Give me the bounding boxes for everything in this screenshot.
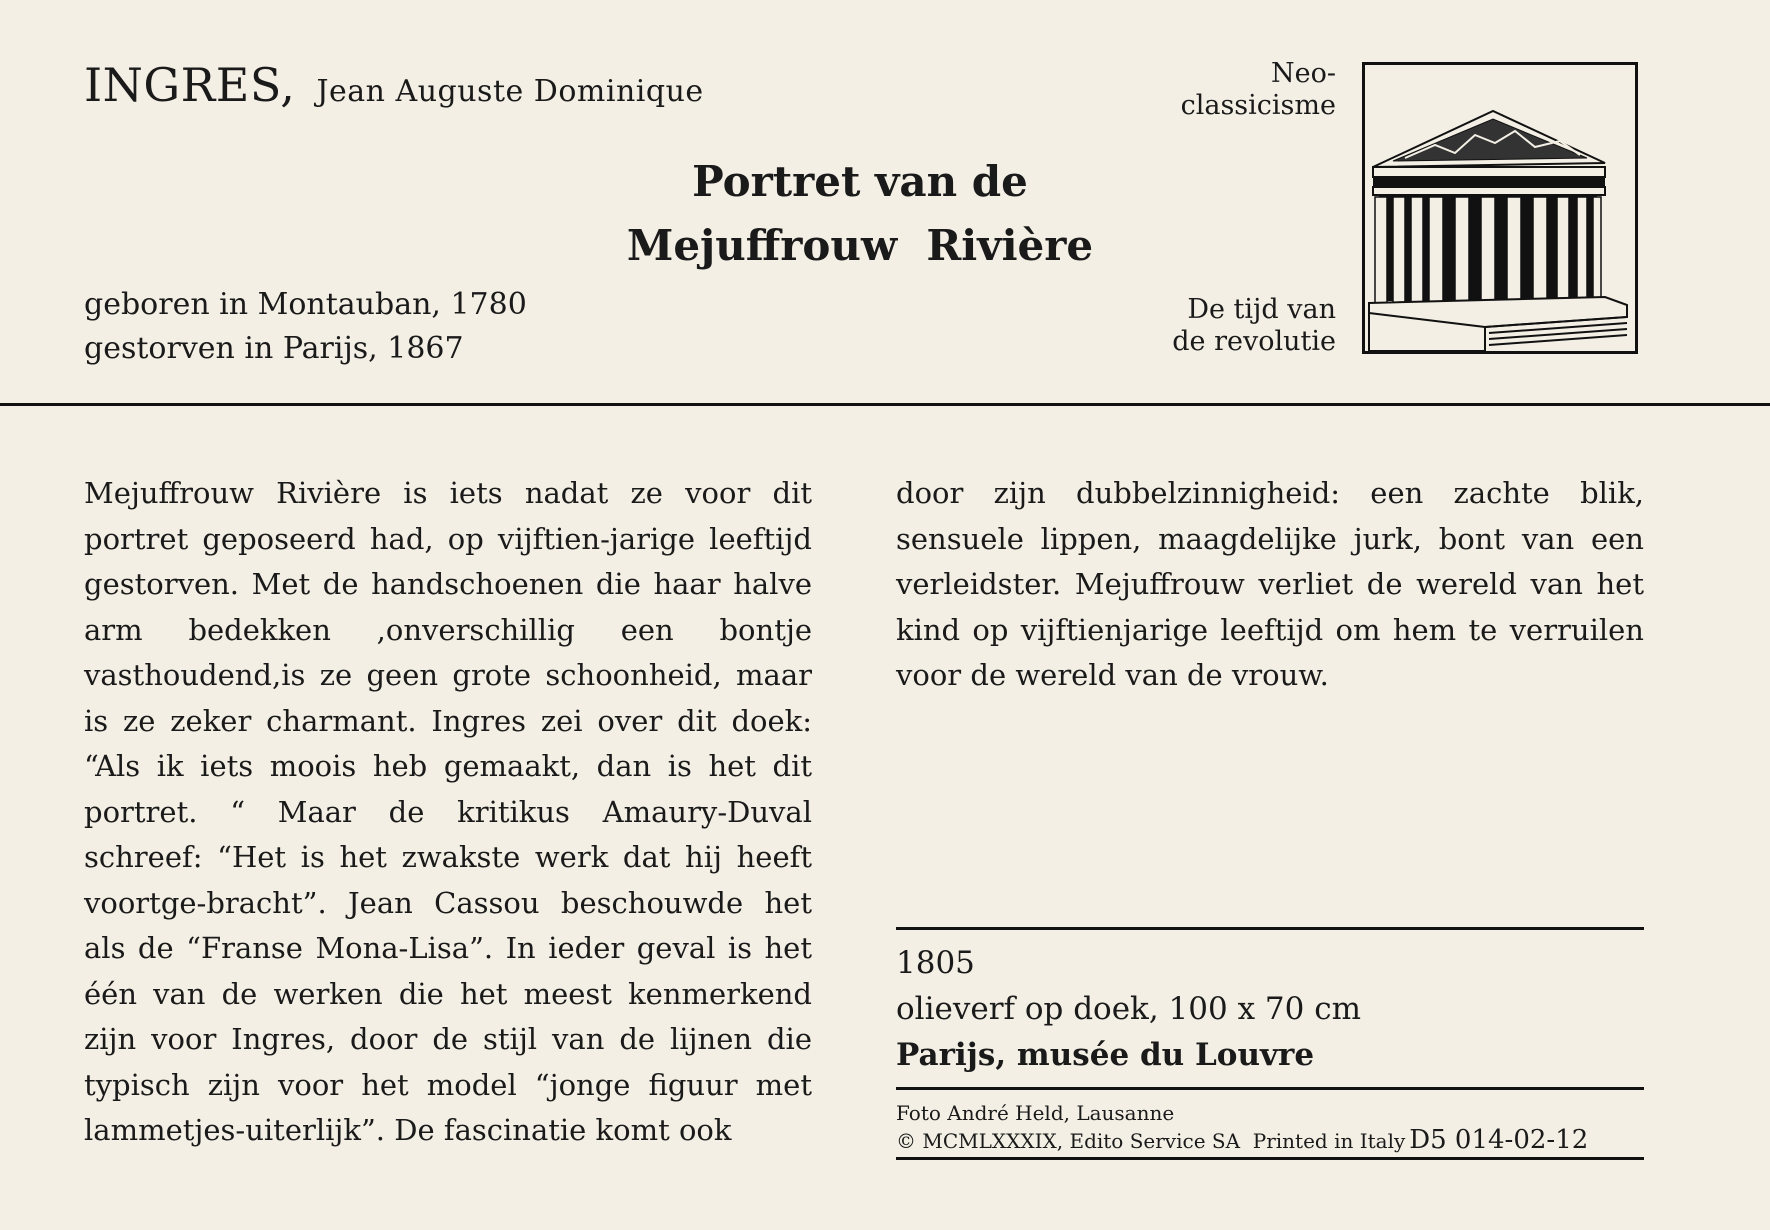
info-divider-middle (896, 1087, 1644, 1090)
artwork-title (560, 150, 1160, 278)
title-line-2: Mejuffrouw Rivière (626, 221, 1094, 270)
info-divider-bottom (896, 1157, 1644, 1160)
period-line-1: De tijd van (1187, 294, 1336, 325)
info-divider-top (896, 927, 1644, 930)
period-emblem (1362, 62, 1638, 354)
copyright-text: © MCMLXXXIX, Edito Service SA Printed in Italy (896, 1129, 1406, 1153)
copyright-line (896, 1127, 1588, 1155)
photo-credit: Foto André Held, Lausanne (896, 1101, 1175, 1125)
artist-bio (84, 283, 527, 371)
artwork-info (896, 940, 1361, 1078)
art-style (1150, 58, 1336, 122)
artist-surname: INGRES, (84, 58, 296, 112)
art-period (1130, 294, 1336, 358)
artist-name (84, 58, 704, 112)
artwork-location: Parijs, musée du Louvre (896, 1037, 1315, 1073)
style-line-2: classicisme (1180, 90, 1336, 121)
style-line-1: Neo- (1271, 58, 1336, 89)
greek-temple-icon (1365, 65, 1635, 351)
artwork-medium: olieverf op doek, 100 x 70 cm (896, 991, 1361, 1027)
artwork-year: 1805 (896, 945, 975, 981)
description-right-column: door zijn dubbelzinnigheid: een zachte blik, sensuele lippen, maagdelijke jurk, bont van een verleidster. Mejuffrouw verliet de wereld van het kind op vijftienjarige leeftijd om hem te verruilen voor de wereld van de vrouw. (896, 476, 1644, 692)
description-left-column: Mejuffrouw Rivière is iets nadat ze voor dit portret geposeerd had, op vijftien-jarige leeftijd gestorven. Met de handschoenen die haar halve arm bedekken ,onverschillig een bontje vasthoudend,is ze geen grote schoonheid, maar is ze zeker charmant. Ingres zei over dit doek: “Als ik iets moois heb gemaakt, dan is het dit portret. “ Maar de kritikus Amaury-Duval schreef: “Het is het zwakste werk dat hij heeft voortge-bracht”. Jean Cassou beschouwde het als de “Franse Mona-Lisa”. In ieder geval is het één van de werken die het meest kenmerkend zijn voor Ingres, door de stijl van de lijnen die typisch zijn voor het model “jonge figuur met lammetjes-uiterlijk”. De fascinatie komt ook (84, 476, 812, 1147)
artist-given-names: Jean Auguste Dominique (316, 74, 704, 109)
birth-info: geboren in Montauban, 1780 (84, 287, 527, 322)
catalog-code: D5 014-02-12 (1409, 1125, 1589, 1155)
header-divider (0, 403, 1770, 406)
period-line-2: de revolutie (1172, 326, 1336, 357)
title-line-1: Portret van de (692, 157, 1028, 206)
credits (896, 1100, 1588, 1155)
death-info: gestorven in Parijs, 1867 (84, 331, 464, 366)
